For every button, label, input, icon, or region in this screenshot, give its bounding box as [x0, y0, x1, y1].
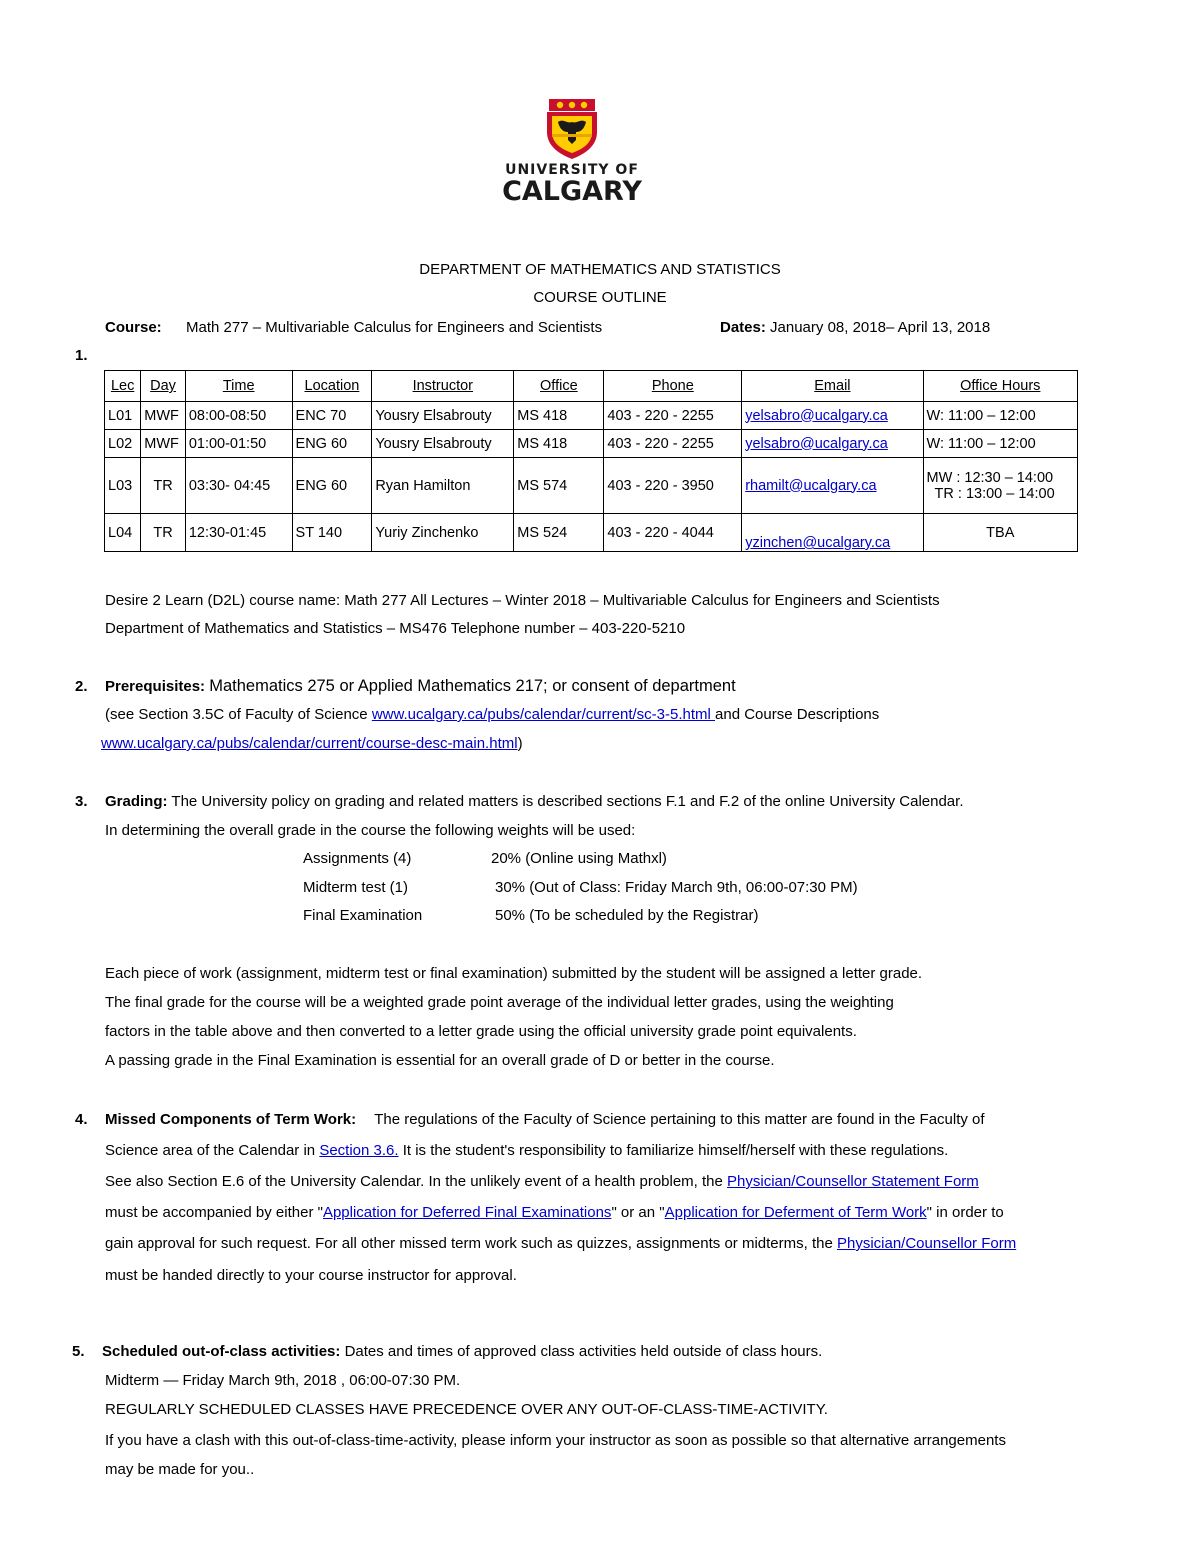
grade-item-weight: 20% (Online using Mathxl)	[491, 850, 667, 867]
grading-paragraph-4: A passing grade in the Final Examination is essential for an overall grade of D or better in the course.	[105, 1052, 775, 1069]
document-title: COURSE OUTLINE	[533, 289, 667, 306]
grading-weights-intro: In determining the overall grade in the course the following weights will be used:	[105, 822, 636, 839]
col-header-location: Location	[292, 371, 372, 402]
dates-label: Dates:	[720, 319, 766, 336]
table-row	[105, 430, 1078, 458]
cell-office: MS 524	[514, 514, 604, 552]
deferred-final-exam-link[interactable]: Application for Deferred Final Examinations	[322, 1204, 612, 1221]
prerequisites-label: Prerequisites:	[105, 678, 206, 695]
department-heading: DEPARTMENT OF MATHEMATICS AND STATISTICS	[419, 261, 781, 278]
prerequisites-text: Mathematics 275 or Applied Mathematics 217; or consent of department	[209, 677, 736, 695]
calendar-section-link[interactable]: www.ucalgary.ca/pubs/calendar/current/sc-3-5.html	[371, 706, 716, 723]
missed-text-2a: Science area of the Calendar in	[105, 1142, 320, 1159]
col-header-office: Office	[514, 371, 604, 402]
grading-paragraph-2: The final grade for the course will be a weighted grade point average of the individual letter grades, using the weighting	[105, 994, 894, 1011]
grade-item-name: Midterm test (1)	[303, 879, 409, 896]
cell-office-hours: TBA	[923, 514, 1077, 552]
cell-location: ENG 60	[292, 430, 372, 458]
missed-line-4	[105, 1204, 1004, 1221]
office-hours-line-2: TR : 13:00 – 14:00	[934, 485, 1055, 502]
grade-item-weight: 30% (Out of Class: Friday March 9th, 06:00-07:30 PM)	[495, 879, 858, 896]
missed-line-6: must be handed directly to your course instructor for approval.	[105, 1267, 517, 1284]
cell-email	[742, 458, 923, 514]
course-name: Math 277 – Multivariable Calculus for Engineers and Scientists	[186, 319, 603, 336]
cell-lec: L04	[105, 514, 141, 552]
table-row	[105, 514, 1078, 552]
table-row	[105, 458, 1078, 514]
grading-paragraph-3: factors in the table above and then converted to a letter grade using the official university grade point equivalents.	[105, 1023, 857, 1040]
cell-lec: L02	[105, 430, 141, 458]
grading-paragraph-1: Each piece of work (assignment, midterm test or final examination) submitted by the student will be assigned a letter grade.	[105, 965, 923, 982]
cell-instructor: Yousry Elsabrouty	[372, 430, 514, 458]
table-header-row	[105, 371, 1078, 402]
grade-item-name: Assignments (4)	[303, 850, 412, 867]
cell-office-hours: W: 11:00 – 12:00	[923, 430, 1077, 458]
cell-office-hours: W: 11:00 – 12:00	[923, 402, 1077, 430]
email-link[interactable]: yelsabro@ucalgary.ca	[745, 435, 888, 452]
scheduled-midterm: Midterm — Friday March 9th, 2018 , 06:00-07:30 PM.	[105, 1372, 461, 1389]
missed-text-5a: gain approval for such request. For all other missed term work such as quizzes, assignments or midterms, the	[105, 1235, 837, 1252]
cell-day: TR	[141, 514, 186, 552]
d2l-course-name: Desire 2 Learn (D2L) course name: Math 277 All Lectures – Winter 2018 – Multivariable Calculus for Engineers and Scientists	[105, 592, 940, 609]
cell-time: 08:00-08:50	[185, 402, 292, 430]
deferment-term-work-link[interactable]: Application for Deferment of Term Work	[664, 1204, 927, 1221]
grading-label: Grading:	[105, 793, 168, 810]
cell-day: TR	[141, 458, 186, 514]
cell-phone: 403 - 220 - 3950	[604, 458, 742, 514]
course-descriptions-link[interactable]: www.ucalgary.ca/pubs/calendar/current/course-desc-main.html	[101, 735, 518, 752]
cell-office: MS 574	[514, 458, 604, 514]
prerequisites-line	[105, 677, 736, 696]
cell-location: ST 140	[292, 514, 372, 552]
see-suffix: )	[517, 735, 523, 752]
missed-label: Missed Components of Term Work:	[105, 1111, 357, 1128]
missed-line-5	[105, 1235, 1016, 1252]
prerequisites-see-line	[105, 706, 879, 723]
cell-phone: 403 - 220 - 2255	[604, 430, 742, 458]
cell-phone: 403 - 220 - 4044	[604, 514, 742, 552]
dates-line	[720, 319, 990, 336]
cell-location: ENG 60	[292, 458, 372, 514]
section-number-2: 2.	[75, 678, 88, 695]
cell-office: MS 418	[514, 430, 604, 458]
section-number-4: 4.	[75, 1111, 88, 1128]
missed-text-4c: " in order to	[926, 1204, 1004, 1221]
missed-text-2b: It is the student's responsibility to familiarize himself/herself with these regulations.	[398, 1142, 949, 1159]
cell-instructor: Yousry Elsabrouty	[372, 402, 514, 430]
grading-intro: The University policy on grading and related matters is described sections F.1 and F.2 of the online University Calendar.	[171, 793, 964, 810]
section-3-6-link[interactable]: Section 3.6.	[319, 1142, 399, 1159]
missed-text-4b: " or an "	[611, 1204, 665, 1221]
col-header-office-hours: Office Hours	[923, 371, 1077, 402]
see-mid: and Course Descriptions	[715, 706, 880, 723]
col-header-phone: Phone	[604, 371, 742, 402]
cell-office-hours	[923, 458, 1077, 514]
physician-statement-form-link[interactable]: Physician/Counsellor Statement Form	[727, 1173, 979, 1190]
section-number-3: 3.	[75, 793, 88, 810]
scheduled-label: Scheduled out-of-class activities:	[102, 1343, 341, 1360]
cell-location: ENC 70	[292, 402, 372, 430]
scheduled-precedence: REGULARLY SCHEDULED CLASSES HAVE PRECEDENCE OVER ANY OUT-OF-CLASS-TIME-ACTIVITY.	[105, 1401, 828, 1418]
missed-text-3a: See also Section E.6 of the University Calendar. In the unlikely event of a health problem, the	[105, 1173, 728, 1190]
missed-text-4a: must be accompanied by either "	[105, 1204, 323, 1221]
cell-time: 01:00-01:50	[185, 430, 292, 458]
cell-lec: L03	[105, 458, 141, 514]
section-number-1: 1.	[75, 347, 88, 364]
logo-line-1: UNIVERSITY OF	[505, 162, 639, 178]
cell-instructor: Ryan Hamilton	[372, 458, 514, 514]
cell-office: MS 418	[514, 402, 604, 430]
col-header-day: Day	[141, 371, 186, 402]
course-desc-line	[101, 735, 523, 752]
scheduled-line-1	[102, 1343, 822, 1360]
grade-item-name: Final Examination	[303, 907, 423, 924]
scheduled-arrangements: may be made for you..	[105, 1461, 255, 1478]
email-link[interactable]: yzinchen@ucalgary.ca	[745, 535, 891, 551]
course-dates: January 08, 2018– April 13, 2018	[770, 319, 991, 336]
col-header-instructor: Instructor	[372, 371, 514, 402]
scheduled-text-1: Dates and times of approved class activities held outside of class hours.	[344, 1343, 823, 1360]
logo-line-2: CALGARY	[502, 176, 642, 207]
grading-line	[105, 793, 963, 810]
lecture-table	[104, 370, 1078, 552]
missed-text-1: The regulations of the Faculty of Science pertaining to this matter are found in the Faculty of	[374, 1111, 985, 1128]
cell-instructor: Yuriy Zinchenko	[372, 514, 514, 552]
cell-phone: 403 - 220 - 2255	[604, 402, 742, 430]
see-prefix: (see Section 3.5C of Faculty of Science	[105, 706, 372, 723]
cell-email	[742, 430, 923, 458]
grade-item-weight: 50% (To be scheduled by the Registrar)	[495, 907, 759, 924]
university-logo	[494, 98, 650, 206]
department-contact: Department of Mathematics and Statistics – MS476 Telephone number – 403-220-5210	[105, 620, 686, 637]
col-header-email: Email	[742, 371, 923, 402]
crest-icon	[543, 98, 601, 160]
missed-line-2	[105, 1142, 948, 1159]
course-line	[105, 319, 602, 336]
cell-email	[742, 514, 923, 552]
table-row	[105, 402, 1078, 430]
physician-form-link[interactable]: Physician/Counsellor Form	[836, 1235, 1017, 1252]
cell-email	[742, 402, 923, 430]
course-label: Course:	[105, 319, 162, 336]
cell-time: 12:30-01:45	[185, 514, 292, 552]
section-number-5: 5.	[72, 1343, 85, 1360]
cell-lec: L01	[105, 402, 141, 430]
office-hours-line-1: MW : 12:30 – 14:00	[926, 469, 1054, 486]
email-link[interactable]: yelsabro@ucalgary.ca	[745, 407, 888, 424]
missed-line-3	[105, 1173, 979, 1190]
col-header-time: Time	[185, 371, 292, 402]
scheduled-clash: If you have a clash with this out-of-class-time-activity, please inform your instructor as soon as possible so that alternative arrangements	[105, 1432, 1006, 1449]
col-header-lec: Lec	[105, 371, 141, 402]
email-link[interactable]: rhamilt@ucalgary.ca	[745, 477, 877, 494]
missed-line-1	[105, 1111, 985, 1128]
cell-day: MWF	[141, 430, 186, 458]
cell-day: MWF	[141, 402, 186, 430]
cell-time: 03:30- 04:45	[185, 458, 292, 514]
